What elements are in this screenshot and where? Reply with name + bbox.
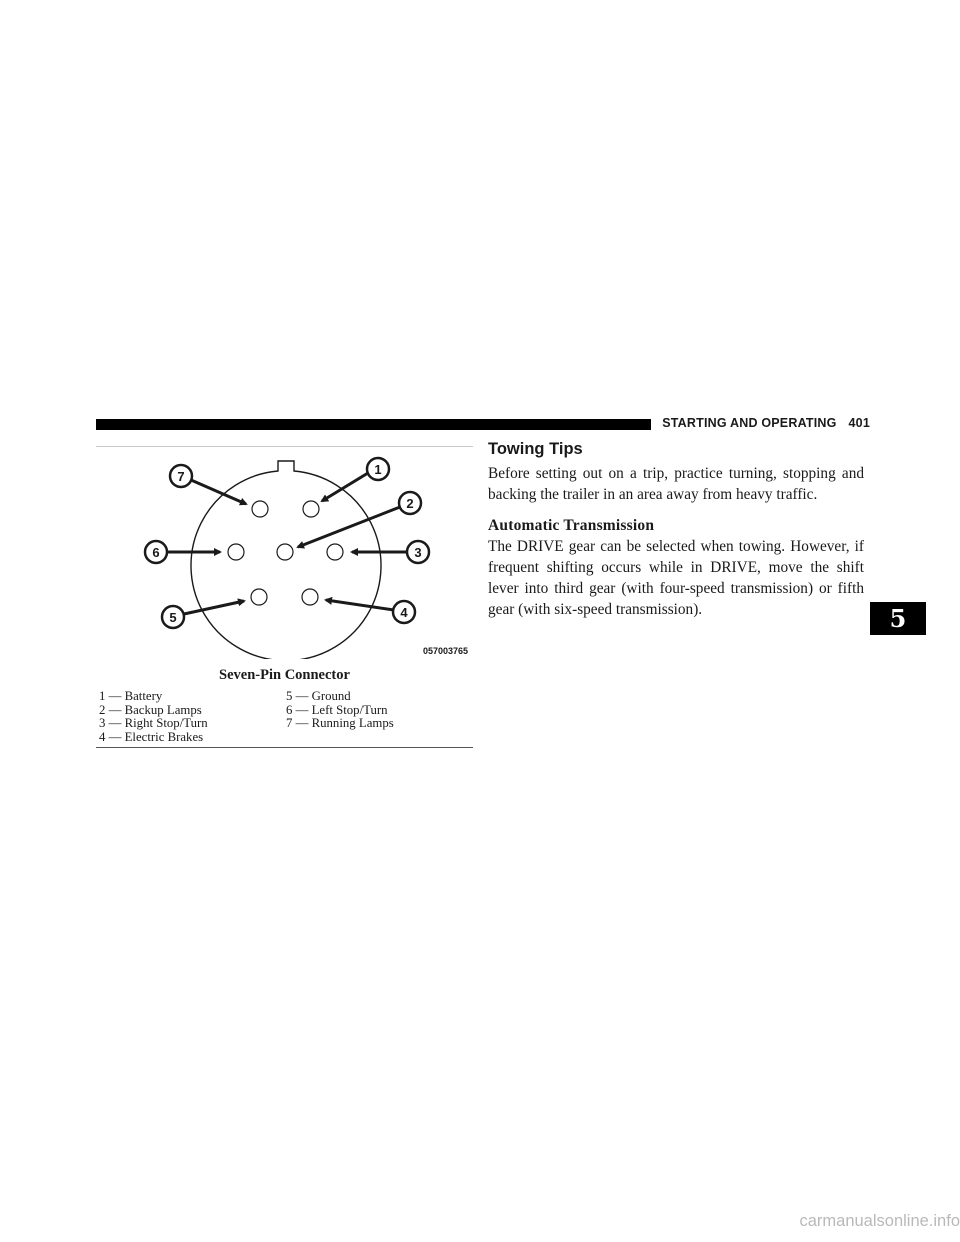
arrow-5 [184,601,244,614]
legend-rule [96,747,473,748]
pin-4 [302,589,318,605]
intro-paragraph: Before setting out on a trip, practice turning, stopping and backing the trailer in an area away from heavy traffic. [488,465,864,503]
section-heading: Towing Tips [488,440,583,458]
page-number: 401 [848,416,870,430]
legend-item: 7 — Running Lamps [286,716,394,730]
callout-label-2: 2 [406,496,414,511]
page-header [660,416,870,430]
pin-6 [228,544,244,560]
legend-item: 5 — Ground [286,689,351,703]
arrow-1 [322,473,368,501]
arrow-2 [298,507,400,547]
figure-code: 057003765 [422,646,468,656]
legend-item: 3 — Right Stop/Turn [99,716,208,730]
legend-item: 2 — Backup Lamps [99,702,202,717]
figure-caption: Seven-Pin Connector [219,667,350,683]
legend-column-right [286,690,394,731]
callout-label-1: 1 [374,462,382,477]
connector-figure [96,446,473,659]
pin-3 [327,544,343,560]
header-rule [96,419,651,430]
arrow-4 [326,600,394,610]
pin-7 [252,501,268,517]
legend-column-left [99,690,208,744]
pin-1 [303,501,319,517]
towing-tips-section [488,440,864,620]
subsection-heading: Automatic Transmission [488,517,655,534]
pin-5 [251,589,267,605]
callout-label-6: 6 [152,545,160,560]
body-paragraph: The DRIVE gear can be selected when towing. However, if frequent shifting occurs while in DRIVE, move the shift lever into third gear (with four-speed transmission) or fifth gear (with six-speed transmission). [488,538,864,618]
seven-pin-connector-diagram [96,447,473,659]
legend-item: 4 — Electric Brakes [99,729,204,744]
watermark: carmanualsonline.info [799,1212,960,1230]
pin-2 [277,544,293,560]
legend-item: 6 — Left Stop/Turn [286,702,388,717]
chapter-tab: 5 [870,602,926,635]
callout-label-5: 5 [169,610,177,625]
callout-label-3: 3 [414,545,422,560]
callout-label-7: 7 [177,469,185,484]
callout-label-4: 4 [400,605,408,620]
legend-item: 1 — Battery [99,689,163,703]
section-title: STARTING AND OPERATING [662,416,837,430]
